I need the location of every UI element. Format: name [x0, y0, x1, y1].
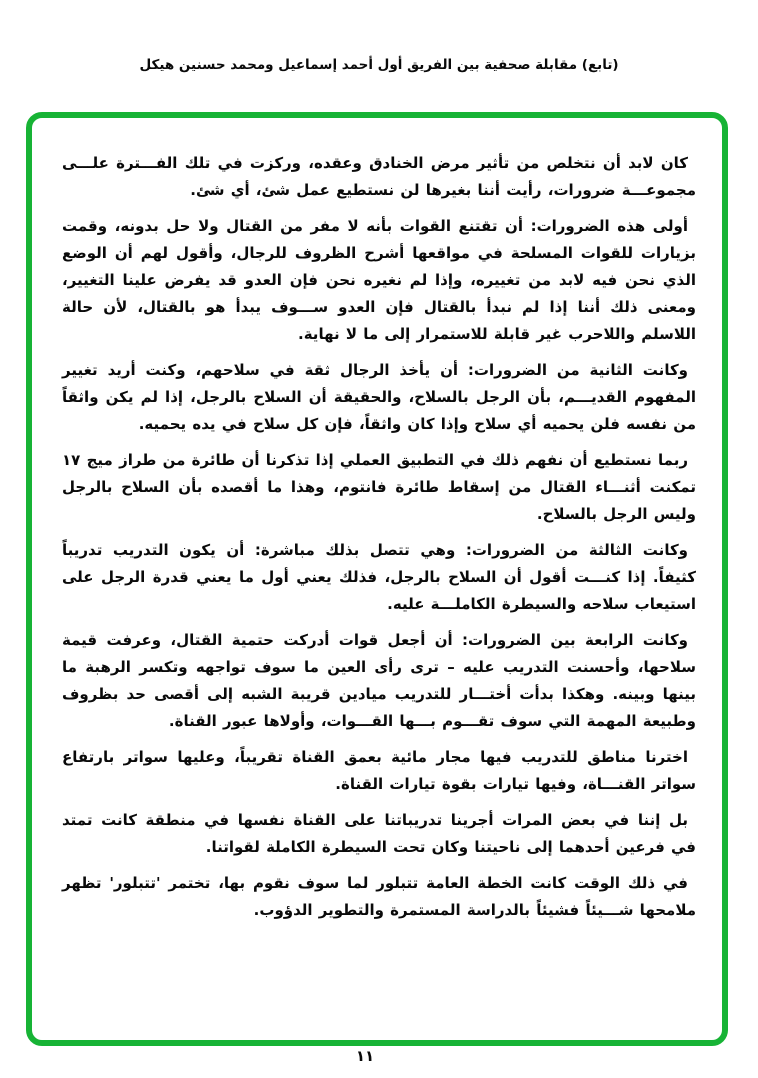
paragraph-5: وكانت الثالثة من الضرورات: وهي تتصل بذلك مباشرة: أن يكون التدريب تدريباً كثيفاً. إذا كنـــت أقول أن السلاح بالرجل، فذلك يعني أول ما يعني قدرة الرجل على استيعاب سلاحه والسيطرة الكاملـــة عليه. [62, 541, 696, 613]
page-header-title: (تابع) مقابلة صحفية بين الفريق أول أحمد إسماعيل ومحمد حسنين هيكل [139, 57, 619, 73]
paragraph-3: وكانت الثانية من الضرورات: أن يأخذ الرجال ثقة في سلاحهم، وكنت أريد تغيير المفهوم القديـــم، بأن الرجل بالسلاح، والحقيقة أن السلاح بالرجل، إذا لم يكن واثقاً من نفسه فلن يحميه أي سلاح وإذا كان واثقاً، فإن كل سلاح في يده يحميه. [62, 361, 696, 433]
paragraph-2: أولى هذه الضرورات: أن تقتنع القوات بأنه لا مفر من القتال ولا حل بدونه، وقمت بزيارات للقوات المسلحة في مواقعها أشرح الظروف للرجال، وأقول لهم أن الوضع الذي نحن فيه لابد من تغييره، وإذا لم نغيره نحن فإن العدو قد يفرض علينا التغيير، ومعنى ذلك أننا إذا لم نبدأ بالقتال فإن العدو ســـوف يبدأ هو بالقتال، لأن حالة اللاسلم واللاحرب غير قابلة للاستمرار إلى ما لا نهاية. [62, 217, 696, 343]
body-text [32, 118, 722, 924]
paragraph-4: ربما نستطيع أن نفهم ذلك في التطبيق العملي إذا تذكرنا أن طائرة من طراز ميج ١٧ تمكنت أثنـــاء القتال من إسقاط طائرة فانتوم، وهذا ما أقصده بأن السلاح بالرجل وليس الرجل بالسلاح. [62, 451, 696, 523]
page-number: ١١ [355, 1047, 375, 1065]
paragraph-7: اخترنا مناطق للتدريب فيها مجار مائية بعمق القناة تقريباً، وعليها سواتر بارتفاع سواتر القنـــاة، وفيها تيارات بقوة تيارات القناة. [62, 748, 696, 793]
paragraph-9: في ذلك الوقت كانت الخطة العامة تتبلور لما سوف نقوم بها، تختمر 'تتبلور' تظهر ملامحها شـــيئاً فشيئاً بالدراسة المستمرة والتطوير الدؤوب. [62, 874, 696, 919]
paragraph-8: بل إننا في بعض المرات أجرينا تدريباتنا على القناة نفسها في منطقة كانت تمتد في فرعين أحدهما إلى ناحيتنا وكان تحت السيطرة الكاملة لقواتنا. [62, 811, 696, 856]
paragraph-6: وكانت الرابعة بين الضرورات: أن أجعل قوات أدركت حتمية القتال، وعرفت قيمة سلاحها، وأحسنت التدريب عليه – ترى رأى العين ما سوف تواجهه وتكسر الرهبة ما بينها وبينه. وهكذا بدأت أختـــار للتدريب ميادين قريبة الشبه إلى أقصى حد بظروف وطبيعة المهمة التي سوف تقـــوم بـــها القـــوات، وأولاها عبور القناة. [62, 631, 696, 730]
content-border-box [26, 112, 728, 1046]
paragraph-1: كان لابد أن نتخلص من تأثير مرض الخنادق وعقده، وركزت في تلك الفـــترة علـــى مجموعـــة ضرورات، رأيت أننا بغيرها لن نستطيع عمل شئ، أي شئ. [62, 154, 696, 199]
